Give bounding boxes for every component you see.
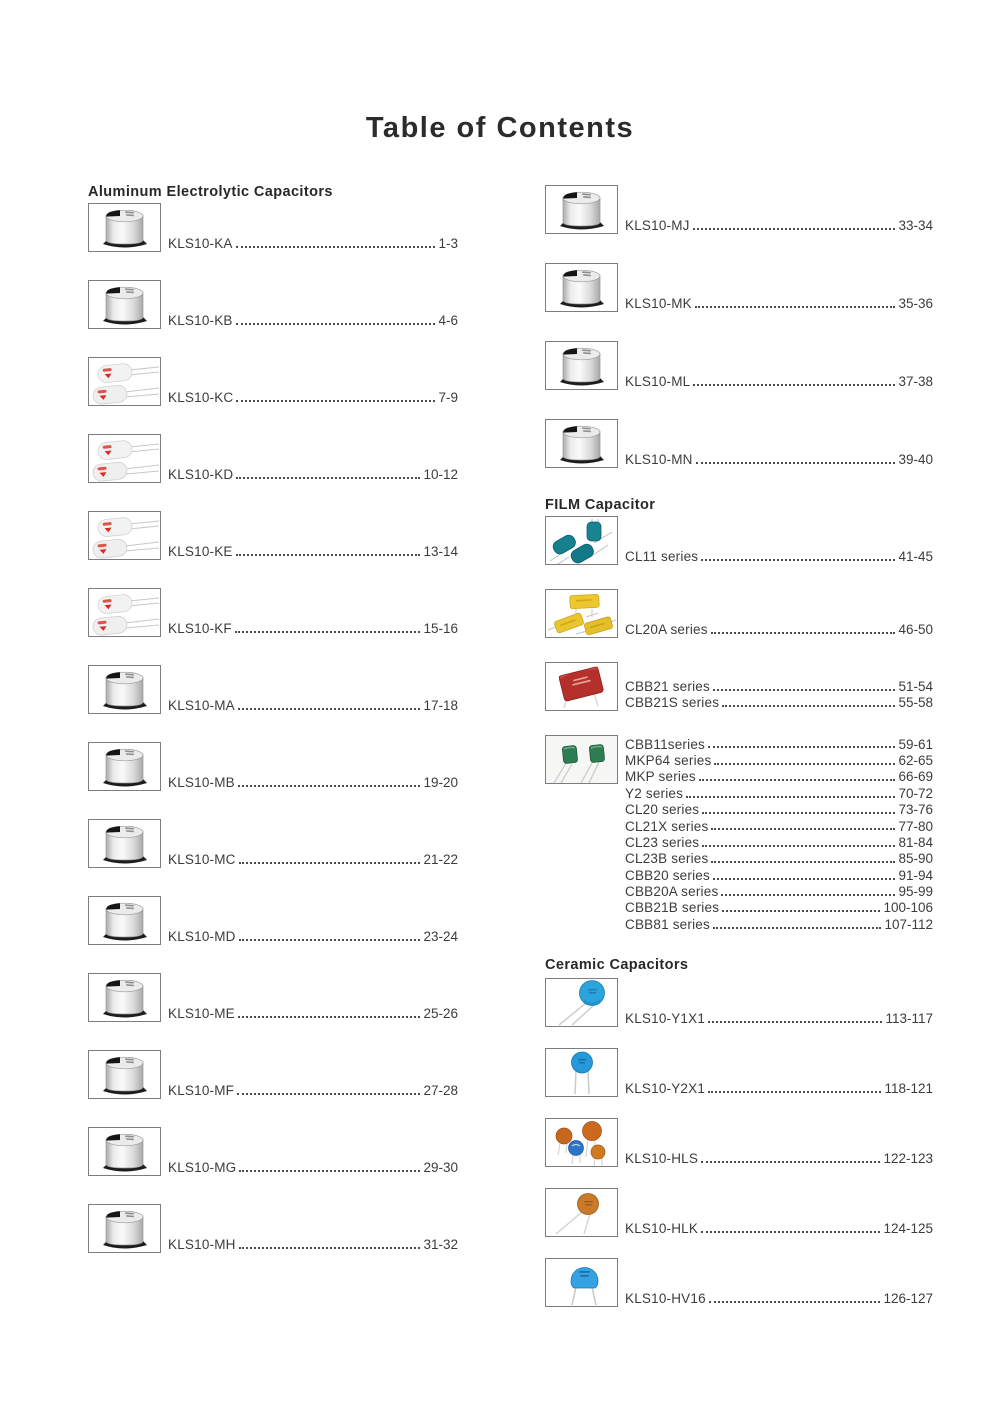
toc-entry	[545, 341, 933, 390]
toc-entry-link[interactable]	[168, 390, 458, 406]
entry-lines	[168, 775, 458, 791]
toc-entry-link[interactable]	[625, 867, 933, 883]
toc-entry-link[interactable]	[168, 313, 458, 329]
toc-entry	[545, 662, 933, 711]
smd-electrolytic-capacitor-image	[88, 819, 161, 868]
page-range: 13-14	[423, 544, 458, 560]
toc-entry-link[interactable]	[625, 900, 933, 916]
dot-leader	[711, 632, 896, 634]
toc-entry	[545, 978, 933, 1027]
dot-leader	[239, 862, 421, 864]
toc-group	[545, 497, 933, 933]
toc-entry-link[interactable]	[168, 698, 458, 714]
dot-leader	[701, 1161, 880, 1163]
dot-leader	[701, 1231, 880, 1233]
page-range: 126-127	[883, 1290, 933, 1306]
section-heading-aluminum-electrolytic: Aluminum Electrolytic Capacitors	[88, 184, 333, 200]
dot-leader	[714, 763, 895, 765]
entry-lines	[625, 678, 933, 711]
entry-lines	[625, 1010, 933, 1026]
series-label: KLS10-KE	[168, 544, 233, 560]
toc-entry-link[interactable]	[625, 851, 933, 867]
dot-leader	[238, 1016, 421, 1018]
entry-lines	[625, 218, 933, 234]
aluminum-entries-list	[88, 203, 458, 1253]
toc-entry-link[interactable]	[625, 549, 933, 565]
smd-electrolytic-capacitor-image	[88, 665, 161, 714]
dot-leader	[239, 1247, 421, 1249]
entry-lines	[625, 374, 933, 390]
entry-lines	[168, 390, 458, 406]
toc-entry-link[interactable]	[625, 752, 933, 768]
series-label: KLS10-KC	[168, 390, 234, 406]
orange-disc-ceramic-capacitor-image	[545, 1188, 618, 1237]
series-label: KLS10-MJ	[625, 218, 690, 234]
series-label: KLS10-MD	[168, 929, 236, 945]
page-range: 51-54	[898, 678, 933, 694]
entry-lines	[625, 1220, 933, 1236]
series-label: CL23B series	[625, 851, 709, 867]
toc-entry	[545, 589, 933, 638]
page-range: 27-28	[423, 1083, 458, 1099]
series-label: KLS10-ME	[168, 1006, 235, 1022]
series-label: KLS10-ML	[625, 374, 691, 390]
entry-lines	[625, 1080, 933, 1096]
radial-electrolytic-capacitor-image	[88, 357, 161, 406]
series-label: KLS10-MK	[625, 296, 692, 312]
entry-lines	[625, 736, 933, 933]
dot-leader	[699, 779, 896, 781]
toc-entry-link[interactable]	[625, 1150, 933, 1166]
series-label: CBB21B series	[625, 900, 720, 916]
dot-leader	[721, 894, 895, 896]
smd-electrolytic-capacitor-image	[545, 185, 618, 234]
toc-entry	[545, 1188, 933, 1237]
series-label: KLS10-HLK	[625, 1220, 699, 1236]
page-range: 113-117	[885, 1010, 933, 1026]
dot-leader	[711, 828, 895, 830]
toc-entry-link[interactable]	[625, 736, 933, 752]
dot-leader	[713, 927, 882, 929]
dot-leader	[701, 559, 895, 561]
toc-entry-link[interactable]	[168, 1237, 458, 1253]
page-range: 23-24	[423, 929, 458, 945]
toc-entry	[88, 203, 458, 252]
page-range: 66-69	[898, 769, 933, 785]
toc-entry	[545, 263, 933, 312]
entry-lines	[168, 467, 458, 483]
toc-group	[545, 957, 933, 1307]
toc-entry-link[interactable]	[625, 1220, 933, 1236]
dot-leader	[236, 400, 435, 402]
section-heading: Ceramic Capacitors	[545, 956, 689, 973]
toc-entry-link[interactable]	[168, 1006, 458, 1022]
toc-entry	[88, 588, 458, 637]
toc-entry-link[interactable]	[625, 834, 933, 850]
dot-leader	[239, 939, 421, 941]
toc-entry	[88, 511, 458, 560]
toc-entry	[88, 896, 458, 945]
page-range: 100-106	[883, 900, 933, 916]
dot-leader	[236, 246, 436, 248]
entry-lines	[168, 1006, 458, 1022]
entry-lines	[625, 1290, 933, 1306]
entry-lines	[168, 698, 458, 714]
right-column	[545, 185, 933, 1328]
toc-entry	[88, 434, 458, 483]
blue-disc-ceramic-capacitor-small-image	[545, 1048, 618, 1097]
page-range: 41-45	[898, 549, 933, 565]
series-label: CBB21S series	[625, 695, 720, 711]
toc-entry-link[interactable]	[625, 884, 933, 900]
smd-electrolytic-capacitor-image	[545, 263, 618, 312]
dot-leader	[702, 812, 895, 814]
toc-entry-link[interactable]	[168, 775, 458, 791]
toc-entry-link[interactable]	[168, 1083, 458, 1099]
toc-entry	[88, 357, 458, 406]
series-label: CL21X series	[625, 818, 709, 834]
entry-lines	[625, 622, 933, 638]
page-range: 73-76	[898, 802, 933, 818]
toc-entry-link[interactable]	[625, 622, 933, 638]
series-label: KLS10-KF	[168, 621, 232, 637]
dot-leader	[695, 306, 896, 308]
dot-leader	[236, 323, 436, 325]
series-label: KLS10-MA	[168, 698, 235, 714]
dot-leader	[711, 861, 895, 863]
page-range: 1-3	[438, 236, 458, 252]
series-label: KLS10-MC	[168, 852, 236, 868]
toc-entry	[88, 742, 458, 791]
page-range: 85-90	[898, 851, 933, 867]
page-range: 124-125	[883, 1220, 933, 1236]
yellow-film-capacitor-image	[545, 589, 618, 638]
section-heading: FILM Capacitor	[545, 497, 656, 513]
dot-leader	[238, 708, 421, 710]
page-range: 46-50	[898, 622, 933, 638]
page-range: 77-80	[898, 818, 933, 834]
entry-lines	[625, 296, 933, 312]
series-label: CL23 series	[625, 834, 700, 850]
series-label: CL11 series	[625, 549, 699, 565]
toc-entry-link[interactable]	[625, 802, 933, 818]
smd-electrolytic-capacitor-image	[88, 742, 161, 791]
toc-entry	[545, 1118, 933, 1167]
page-range: 37-38	[898, 374, 933, 390]
entry-lines	[168, 236, 458, 252]
series-label: MKP series	[625, 769, 696, 785]
smd-electrolytic-capacitor-image	[88, 280, 161, 329]
page-range: 118-121	[884, 1080, 933, 1096]
toc-entry-link[interactable]	[168, 467, 458, 483]
series-label: KLS10-HLS	[625, 1150, 699, 1166]
series-label: KLS10-MB	[168, 775, 235, 791]
series-label: CBB20 series	[625, 867, 710, 883]
toc-entry-link[interactable]	[625, 785, 933, 801]
page-range: 33-34	[898, 218, 933, 234]
entry-lines	[168, 1237, 458, 1253]
entry-lines	[168, 621, 458, 637]
smd-electrolytic-capacitor-image	[545, 419, 618, 468]
smd-electrolytic-capacitor-image	[88, 896, 161, 945]
series-label: KLS10-HV16	[625, 1290, 706, 1306]
dot-leader	[236, 477, 420, 479]
toc-entry-link[interactable]	[625, 1010, 933, 1026]
dot-leader	[693, 228, 896, 230]
series-label: KLS10-MH	[168, 1237, 236, 1253]
page-range: 19-20	[423, 775, 458, 791]
toc-entry	[545, 735, 933, 933]
smd-electrolytic-capacitor-image	[545, 341, 618, 390]
green-film-capacitor-image	[545, 735, 618, 784]
toc-entry-link[interactable]	[168, 1160, 458, 1176]
dot-leader	[696, 462, 896, 464]
page-range: 91-94	[898, 867, 933, 883]
toc-entry	[88, 665, 458, 714]
toc-entry-link[interactable]	[168, 544, 458, 560]
blue-disc-ceramic-capacitor-image	[545, 978, 618, 1027]
dot-leader	[722, 705, 895, 707]
series-label: CL20A series	[625, 622, 708, 638]
dot-leader	[709, 1301, 881, 1303]
smd-electrolytic-capacitor-image	[88, 973, 161, 1022]
series-label: Y2 series	[625, 785, 684, 801]
dot-leader	[239, 1170, 420, 1172]
page-range: 10-12	[423, 467, 458, 483]
toc-entry-link[interactable]	[168, 621, 458, 637]
page-range: 81-84	[898, 834, 933, 850]
toc-entry	[545, 419, 933, 468]
smd-electrolytic-capacitor-image	[88, 203, 161, 252]
red-film-capacitor-image	[545, 662, 618, 711]
toc-entry	[88, 1204, 458, 1253]
dot-leader	[693, 384, 895, 386]
series-label: CBB21 series	[625, 678, 710, 694]
entry-lines	[168, 852, 458, 868]
toc-entry-link[interactable]	[625, 678, 933, 694]
toc-entry-link[interactable]	[168, 236, 458, 252]
toc-entry-link[interactable]	[625, 374, 933, 390]
toc-entry-link[interactable]	[625, 1290, 933, 1306]
smd-electrolytic-capacitor-image	[88, 1204, 161, 1253]
page-range: 107-112	[884, 916, 933, 932]
dot-leader	[708, 746, 895, 748]
page-range: 15-16	[423, 621, 458, 637]
dot-leader	[713, 878, 896, 880]
page-range: 29-30	[423, 1160, 458, 1176]
radial-electrolytic-capacitor-image	[88, 511, 161, 560]
series-label: KLS10-MG	[168, 1160, 237, 1176]
page-range: 55-58	[898, 695, 933, 711]
page-range: 17-18	[423, 698, 458, 714]
series-label: KLS10-KD	[168, 467, 234, 483]
entry-lines	[168, 929, 458, 945]
toc-entry	[545, 516, 933, 565]
toc-group	[545, 185, 933, 468]
toc-entry	[545, 185, 933, 234]
entry-lines	[168, 1160, 458, 1176]
series-label: KLS10-KA	[168, 236, 233, 252]
radial-electrolytic-capacitor-image	[88, 588, 161, 637]
series-label: KLS10-KB	[168, 313, 233, 329]
series-label: KLS10-MN	[625, 452, 693, 468]
toc-entry	[88, 1050, 458, 1099]
toc-entry	[88, 973, 458, 1022]
page-range: 95-99	[898, 884, 933, 900]
toc-entry-link[interactable]	[625, 296, 933, 312]
series-label: CBB11series	[625, 736, 705, 752]
series-label: KLS10-Y1X1	[625, 1010, 706, 1026]
dot-leader	[236, 554, 421, 556]
page-range: 4-6	[438, 313, 458, 329]
toc-entry-link[interactable]	[168, 929, 458, 945]
page-range: 35-36	[898, 296, 933, 312]
series-label: MKP64 series	[625, 752, 712, 768]
dot-leader	[708, 1091, 881, 1093]
entry-lines	[625, 452, 933, 468]
radial-electrolytic-capacitor-image	[88, 434, 161, 483]
dot-leader	[237, 1093, 420, 1095]
toc-entry	[88, 1127, 458, 1176]
page-range: 7-9	[438, 390, 458, 406]
series-label: CBB81 series	[625, 916, 710, 932]
dot-leader	[708, 1021, 882, 1023]
toc-entry	[545, 1258, 933, 1307]
toc-entry-link[interactable]	[625, 218, 933, 234]
toc-entry-link[interactable]	[625, 818, 933, 834]
page-range: 21-22	[423, 852, 458, 868]
mixed-disc-ceramic-capacitors-image	[545, 1118, 618, 1167]
page-range: 59-61	[898, 736, 933, 752]
entry-lines	[168, 1083, 458, 1099]
page-range: 25-26	[423, 1006, 458, 1022]
page-range: 31-32	[423, 1237, 458, 1253]
toc-entry-link[interactable]	[625, 916, 933, 932]
page-title: Table of Contents	[365, 112, 635, 144]
toc-entry-link[interactable]	[625, 695, 933, 711]
series-label: CBB20A series	[625, 884, 719, 900]
dot-leader	[238, 785, 421, 787]
series-label: KLS10-MF	[168, 1083, 235, 1099]
series-label: KLS10-Y2X1	[625, 1080, 706, 1096]
teal-film-capacitor-image	[545, 516, 618, 565]
left-column	[88, 184, 458, 1281]
smd-electrolytic-capacitor-image	[88, 1127, 161, 1176]
toc-entry	[88, 819, 458, 868]
series-label: CL20 series	[625, 802, 700, 818]
toc-entry-link[interactable]	[168, 852, 458, 868]
toc-entry-link[interactable]	[625, 452, 933, 468]
toc-entry	[88, 280, 458, 329]
page-range: 39-40	[898, 452, 933, 468]
entry-lines	[625, 549, 933, 565]
page-range: 62-65	[898, 752, 933, 768]
dot-leader	[722, 910, 880, 912]
entry-lines	[168, 544, 458, 560]
page-range: 70-72	[898, 785, 933, 801]
smd-electrolytic-capacitor-image	[88, 1050, 161, 1099]
dot-leader	[686, 796, 895, 798]
toc-entry	[545, 1048, 933, 1097]
toc-entry-link[interactable]	[625, 769, 933, 785]
dot-leader	[702, 845, 895, 847]
page-range: 122-123	[883, 1150, 933, 1166]
toc-entry-link[interactable]	[625, 1080, 933, 1096]
dot-leader	[235, 631, 421, 633]
entry-lines	[168, 313, 458, 329]
entry-lines	[625, 1150, 933, 1166]
blue-disc-ceramic-capacitor-large-image	[545, 1258, 618, 1307]
dot-leader	[713, 689, 896, 691]
